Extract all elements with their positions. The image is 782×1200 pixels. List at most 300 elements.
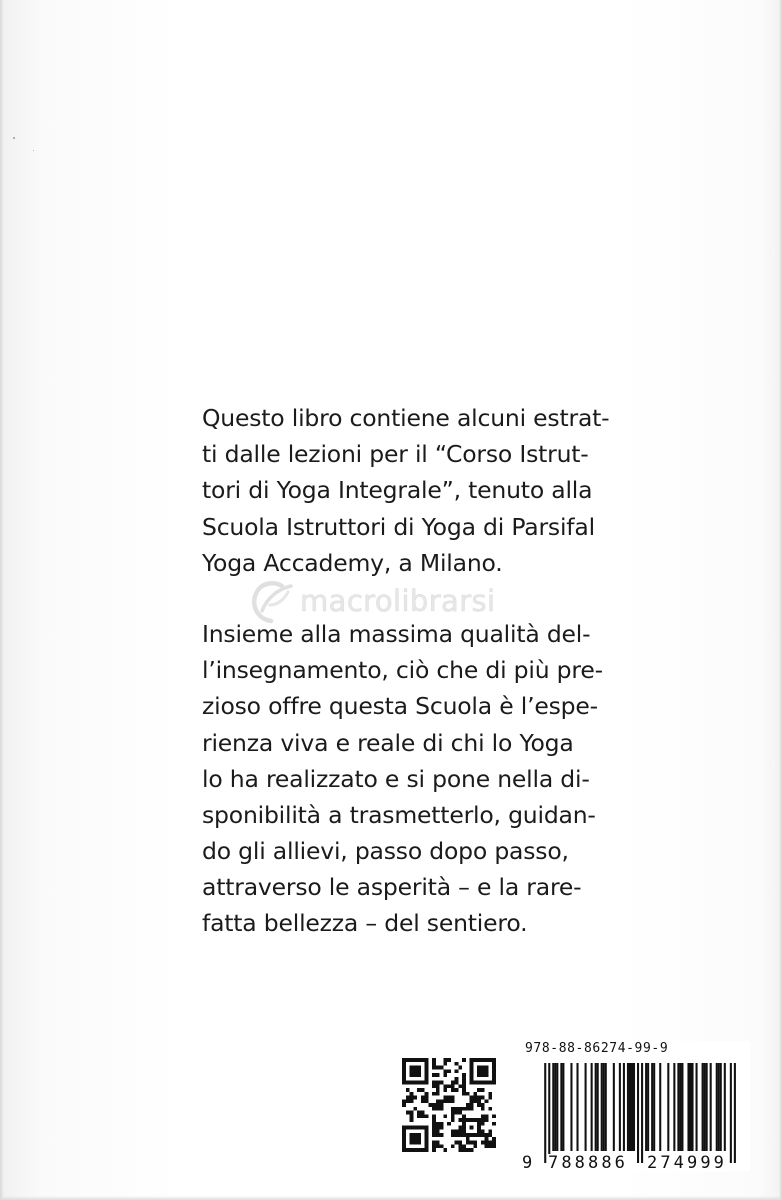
- qr-module: [402, 1137, 406, 1141]
- qr-module: [462, 1129, 466, 1133]
- qr-module: [436, 1141, 440, 1145]
- qr-module: [470, 1062, 474, 1066]
- qr-module: [466, 1103, 470, 1107]
- qr-module: [413, 1107, 417, 1111]
- qr-module: [462, 1144, 466, 1148]
- qr-module: [466, 1092, 470, 1096]
- qr-module: [443, 1073, 447, 1077]
- qr-module: [402, 1073, 406, 1077]
- qr-module: [455, 1088, 459, 1092]
- qr-module: [470, 1133, 474, 1137]
- qr-module: [402, 1144, 406, 1148]
- qr-module: [402, 1062, 406, 1066]
- barcode-bar: [554, 1063, 556, 1151]
- qr-module: [455, 1133, 459, 1137]
- qr-module: [481, 1103, 485, 1107]
- qr-module: [425, 1058, 429, 1062]
- qr-module: [402, 1133, 406, 1137]
- qr-module: [432, 1141, 436, 1145]
- ean-left-digits: 788886: [548, 1153, 629, 1173]
- qr-module: [417, 1069, 421, 1073]
- blurb-line: Scuola Istruttori di Yoga di Parsifal: [202, 512, 595, 541]
- qr-module: [466, 1107, 470, 1111]
- blurb-line: Insieme alla massima qualità del-: [202, 619, 591, 648]
- qr-module: [492, 1073, 496, 1077]
- qr-module: [485, 1133, 489, 1137]
- qr-module: [462, 1122, 466, 1126]
- qr-module: [417, 1114, 421, 1118]
- qr-module: [462, 1133, 466, 1137]
- qr-module: [477, 1118, 481, 1122]
- qr-module: [477, 1069, 481, 1073]
- barcode-bar: [629, 1063, 631, 1151]
- qr-module: [477, 1088, 481, 1092]
- qr-module: [443, 1069, 447, 1073]
- qr-module: [417, 1133, 421, 1137]
- qr-module: [455, 1129, 459, 1133]
- barcode-bar: [653, 1063, 655, 1151]
- qr-module: [436, 1129, 440, 1133]
- qr-module: [440, 1107, 444, 1111]
- barcode-bar: [576, 1063, 578, 1151]
- qr-module: [477, 1066, 481, 1070]
- qr-module: [485, 1118, 489, 1122]
- qr-module: [432, 1066, 436, 1070]
- qr-module: [440, 1126, 444, 1130]
- qr-module: [425, 1092, 429, 1096]
- qr-module: [425, 1126, 429, 1130]
- qr-module: [492, 1122, 496, 1126]
- qr-module: [458, 1066, 462, 1070]
- qr-module: [436, 1066, 440, 1070]
- qr-module: [451, 1088, 455, 1092]
- qr-module: [410, 1092, 414, 1096]
- qr-code-graphic: [402, 1058, 496, 1152]
- qr-module: [462, 1148, 466, 1152]
- blurb-line: zioso offre questa Scuola è l’espe-: [202, 692, 598, 721]
- qr-module: [458, 1129, 462, 1133]
- barcode-bar: [633, 1063, 635, 1151]
- qr-module: [455, 1062, 459, 1066]
- qr-module: [462, 1081, 466, 1085]
- qr-module: [492, 1058, 496, 1062]
- qr-module: [402, 1148, 406, 1152]
- qr-module: [485, 1114, 489, 1118]
- qr-module: [462, 1118, 466, 1122]
- barcode-guard-bar: [637, 1063, 639, 1163]
- qr-module: [410, 1137, 414, 1141]
- qr-module: [481, 1096, 485, 1100]
- qr-module: [458, 1148, 462, 1152]
- qr-module: [443, 1148, 447, 1152]
- qr-module: [477, 1133, 481, 1137]
- barcode-bar: [716, 1063, 718, 1151]
- qr-module: [425, 1099, 429, 1103]
- barcode-bar: [597, 1063, 599, 1151]
- qr-module: [417, 1081, 421, 1085]
- barcode-bar: [720, 1063, 722, 1151]
- qr-module: [470, 1077, 474, 1081]
- blurb-line: do gli allievi, passo dopo passo,: [202, 837, 569, 866]
- qr-module: [410, 1069, 414, 1073]
- qr-module: [410, 1141, 414, 1145]
- qr-module: [410, 1111, 414, 1115]
- qr-module: [470, 1081, 474, 1085]
- qr-module: [402, 1126, 406, 1130]
- paper-speck: [13, 137, 15, 139]
- qr-module: [417, 1066, 421, 1070]
- barcode-bar: [689, 1063, 691, 1151]
- qr-module: [473, 1092, 477, 1096]
- qr-module: [425, 1096, 429, 1100]
- barcode-bar: [591, 1063, 593, 1151]
- qr-module: [477, 1122, 481, 1126]
- barcode-bar: [627, 1063, 629, 1151]
- qr-module: [458, 1133, 462, 1137]
- qr-module: [455, 1069, 459, 1073]
- qr-module: [443, 1114, 447, 1118]
- qr-module: [481, 1122, 485, 1126]
- qr-module: [451, 1096, 455, 1100]
- qr-module: [428, 1103, 432, 1107]
- qr-module: [451, 1133, 455, 1137]
- qr-module: [402, 1099, 406, 1103]
- qr-module: [421, 1111, 425, 1115]
- qr-module: [470, 1103, 474, 1107]
- qr-module: [470, 1148, 474, 1152]
- blurb-line: rienza viva e reale di chi lo Yoga: [202, 728, 574, 757]
- barcode-bar: [679, 1063, 681, 1151]
- qr-module: [410, 1114, 414, 1118]
- blurb-line: lo ha realizzato e si pone nella di-: [202, 764, 590, 793]
- qr-module: [413, 1073, 417, 1077]
- qr-module: [413, 1096, 417, 1100]
- qr-module: [485, 1099, 489, 1103]
- qr-module: [451, 1099, 455, 1103]
- qr-module: [425, 1133, 429, 1137]
- qr-module: [425, 1069, 429, 1073]
- qr-module: [462, 1114, 466, 1118]
- qr-module: [485, 1069, 489, 1073]
- barcode-bar: [595, 1063, 597, 1151]
- cover-left-edge: [0, 0, 4, 1200]
- qr-module: [481, 1081, 485, 1085]
- qr-module: [406, 1081, 410, 1085]
- qr-module: [432, 1114, 436, 1118]
- barcode-bar: [603, 1063, 605, 1151]
- qr-module: [481, 1058, 485, 1062]
- qr-module: [485, 1081, 489, 1085]
- qr-module: [421, 1114, 425, 1118]
- qr-module: [432, 1107, 436, 1111]
- qr-module: [436, 1103, 440, 1107]
- qr-module: [443, 1088, 447, 1092]
- qr-module: [473, 1081, 477, 1085]
- qr-module: [440, 1081, 444, 1085]
- qr-module: [447, 1058, 451, 1062]
- qr-module: [413, 1148, 417, 1152]
- barcode-guard-bar: [544, 1063, 546, 1163]
- qr-module: [402, 1081, 406, 1085]
- qr-module: [470, 1069, 474, 1073]
- isbn-number: 978-88-86274-99-9: [525, 1041, 669, 1056]
- barcode-bar: [673, 1063, 675, 1151]
- qr-module: [402, 1103, 406, 1107]
- qr-module: [488, 1141, 492, 1145]
- qr-module: [432, 1144, 436, 1148]
- qr-module: [481, 1133, 485, 1137]
- qr-module: [421, 1058, 425, 1062]
- qr-module: [488, 1133, 492, 1137]
- qr-module: [436, 1133, 440, 1137]
- qr-module: [436, 1081, 440, 1085]
- qr-module: [440, 1133, 444, 1137]
- qr-module: [485, 1137, 489, 1141]
- qr-module: [406, 1126, 410, 1130]
- qr-module: [417, 1141, 421, 1145]
- barcode-bar: [623, 1063, 625, 1151]
- qr-module: [406, 1099, 410, 1103]
- qr-module: [443, 1062, 447, 1066]
- qr-module: [410, 1126, 414, 1130]
- qr-module: [432, 1073, 436, 1077]
- barcode-bar: [647, 1063, 649, 1151]
- qr-module: [413, 1069, 417, 1073]
- qr-module: [447, 1096, 451, 1100]
- qr-module: [410, 1066, 414, 1070]
- qr-module: [462, 1084, 466, 1088]
- barcode-guard-bar: [641, 1063, 643, 1163]
- qr-module: [432, 1122, 436, 1126]
- qr-module: [455, 1111, 459, 1115]
- barcode-bar: [552, 1063, 554, 1151]
- barcode-bar: [601, 1063, 603, 1151]
- qr-module: [425, 1141, 429, 1145]
- qr-module: [417, 1137, 421, 1141]
- qr-module: [477, 1058, 481, 1062]
- barcode-bar: [619, 1063, 621, 1151]
- qr-module: [410, 1081, 414, 1085]
- qr-module: [425, 1129, 429, 1133]
- qr-module: [466, 1133, 470, 1137]
- barcode-bar: [605, 1063, 607, 1151]
- qr-module: [432, 1058, 436, 1062]
- qr-module: [477, 1099, 481, 1103]
- qr-module: [488, 1096, 492, 1100]
- qr-module: [406, 1148, 410, 1152]
- qr-module: [440, 1066, 444, 1070]
- qr-module: [451, 1144, 455, 1148]
- qr-module: [410, 1073, 414, 1077]
- qr-module: [462, 1077, 466, 1081]
- barcode-bar: [724, 1063, 726, 1151]
- qr-module: [481, 1141, 485, 1145]
- qr-module: [436, 1073, 440, 1077]
- qr-module: [485, 1058, 489, 1062]
- qr-module: [402, 1066, 406, 1070]
- watermark: [246, 578, 496, 624]
- qr-module: [417, 1058, 421, 1062]
- qr-module: [477, 1103, 481, 1107]
- qr-module: [451, 1129, 455, 1133]
- qr-module: [451, 1114, 455, 1118]
- qr-module: [425, 1148, 429, 1152]
- blurb-line: Yoga Accademy, a Milano.: [202, 548, 503, 577]
- qr-module: [417, 1073, 421, 1077]
- barcode-bar: [702, 1063, 704, 1151]
- qr-module: [466, 1118, 470, 1122]
- qr-module: [470, 1096, 474, 1100]
- barcode-bar: [645, 1063, 647, 1151]
- blurb-line: tori di Yoga Integrale”, tenuto alla: [202, 476, 593, 505]
- qr-module: [466, 1141, 470, 1145]
- qr-module: [458, 1126, 462, 1130]
- qr-module: [432, 1084, 436, 1088]
- qr-module: [473, 1118, 477, 1122]
- qr-module: [451, 1118, 455, 1122]
- qr-module: [413, 1081, 417, 1085]
- barcode-bar: [696, 1063, 698, 1151]
- qr-module: [473, 1141, 477, 1145]
- qr-module: [481, 1114, 485, 1118]
- qr-module: [417, 1111, 421, 1115]
- qr-code: [402, 1058, 496, 1152]
- qr-module: [410, 1148, 414, 1152]
- barcode-bar: [651, 1063, 653, 1151]
- qr-module: [432, 1081, 436, 1085]
- qr-module: [477, 1096, 481, 1100]
- qr-module: [492, 1137, 496, 1141]
- qr-module: [425, 1062, 429, 1066]
- qr-module: [451, 1107, 455, 1111]
- qr-module: [492, 1062, 496, 1066]
- qr-module: [488, 1107, 492, 1111]
- qr-module: [455, 1077, 459, 1081]
- qr-module: [425, 1081, 429, 1085]
- qr-module: [417, 1088, 421, 1092]
- barcode-bar: [667, 1063, 669, 1151]
- qr-module: [481, 1129, 485, 1133]
- qr-module: [477, 1073, 481, 1077]
- qr-module: [432, 1092, 436, 1096]
- qr-module: [432, 1148, 436, 1152]
- qr-module: [473, 1096, 477, 1100]
- qr-module: [436, 1122, 440, 1126]
- qr-module: [436, 1107, 440, 1111]
- qr-module: [488, 1129, 492, 1133]
- qr-module: [466, 1148, 470, 1152]
- cover-blurb: [202, 400, 610, 942]
- qr-module: [488, 1144, 492, 1148]
- qr-module: [470, 1058, 474, 1062]
- blurb-line: Questo libro contiene alcuni estrat-: [202, 404, 610, 432]
- qr-module: [477, 1081, 481, 1085]
- barcode-bar: [631, 1063, 633, 1151]
- ean-right-digits: 274999: [647, 1153, 728, 1173]
- qr-module: [481, 1073, 485, 1077]
- barcode-bar: [704, 1063, 706, 1151]
- qr-module: [458, 1111, 462, 1115]
- qr-module: [481, 1118, 485, 1122]
- qr-module: [425, 1114, 429, 1118]
- qr-module: [425, 1066, 429, 1070]
- barcode-bar: [687, 1063, 689, 1151]
- qr-module: [425, 1077, 429, 1081]
- qr-module: [413, 1066, 417, 1070]
- qr-module: [436, 1144, 440, 1148]
- qr-module: [485, 1144, 489, 1148]
- qr-module: [481, 1088, 485, 1092]
- qr-module: [492, 1077, 496, 1081]
- qr-module: [436, 1092, 440, 1096]
- qr-module: [440, 1144, 444, 1148]
- qr-module: [451, 1081, 455, 1085]
- qr-module: [492, 1069, 496, 1073]
- qr-module: [447, 1099, 451, 1103]
- qr-module: [425, 1073, 429, 1077]
- qr-module: [402, 1141, 406, 1145]
- barcode-bar: [681, 1063, 683, 1151]
- qr-module: [488, 1058, 492, 1062]
- qr-module: [406, 1096, 410, 1100]
- qr-module: [417, 1126, 421, 1130]
- qr-module: [406, 1088, 410, 1092]
- qr-module: [432, 1126, 436, 1130]
- qr-module: [485, 1141, 489, 1145]
- qr-module: [492, 1066, 496, 1070]
- qr-module: [410, 1099, 414, 1103]
- qr-module: [473, 1058, 477, 1062]
- qr-module: [421, 1096, 425, 1100]
- qr-module: [470, 1073, 474, 1077]
- qr-module: [470, 1066, 474, 1070]
- qr-module: [402, 1058, 406, 1062]
- qr-module: [462, 1107, 466, 1111]
- qr-module: [421, 1081, 425, 1085]
- qr-module: [492, 1144, 496, 1148]
- qr-module: [413, 1133, 417, 1137]
- ean-first-digit: 9: [522, 1153, 536, 1173]
- qr-module: [488, 1092, 492, 1096]
- qr-module: [425, 1144, 429, 1148]
- qr-module: [443, 1058, 447, 1062]
- qr-module: [455, 1107, 459, 1111]
- qr-module: [473, 1133, 477, 1137]
- qr-module: [492, 1081, 496, 1085]
- qr-module: [436, 1088, 440, 1092]
- qr-module: [470, 1099, 474, 1103]
- qr-module: [470, 1126, 474, 1130]
- barcode-guard-bar: [734, 1063, 736, 1163]
- qr-module: [451, 1084, 455, 1088]
- qr-module: [458, 1118, 462, 1122]
- barcode-bar: [659, 1063, 661, 1151]
- qr-module: [417, 1148, 421, 1152]
- qr-module: [466, 1137, 470, 1141]
- barcode-guard-bar: [548, 1063, 550, 1163]
- qr-module: [406, 1058, 410, 1062]
- qr-module: [402, 1129, 406, 1133]
- barcode-bar: [556, 1063, 558, 1151]
- qr-module: [492, 1114, 496, 1118]
- qr-module: [477, 1129, 481, 1133]
- barcode-bar: [706, 1063, 708, 1151]
- qr-module: [485, 1073, 489, 1077]
- blurb-line: sponibilità a trasmetterlo, guidan-: [202, 800, 596, 829]
- qr-module: [436, 1126, 440, 1130]
- qr-module: [440, 1122, 444, 1126]
- barcode-bar: [560, 1063, 562, 1151]
